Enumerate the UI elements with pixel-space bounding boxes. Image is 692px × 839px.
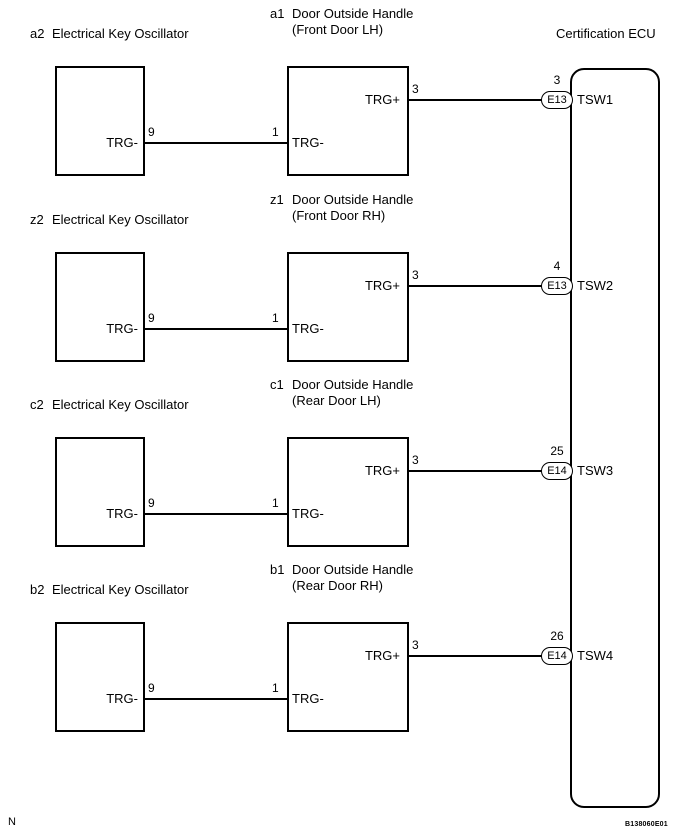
ecu-terminal-label: TSW4 bbox=[577, 648, 614, 663]
oscillator-pin-label: 9 bbox=[148, 311, 155, 325]
handle-name-line2: (Front Door RH) bbox=[292, 208, 386, 223]
handle-out-signal-label: TRG+ bbox=[364, 463, 400, 478]
handle-name bbox=[292, 192, 413, 224]
connector-oval: E14 bbox=[541, 647, 573, 665]
wire-trg-plus bbox=[409, 285, 543, 287]
handle-name-line1: Door Outside Handle bbox=[292, 192, 414, 207]
handle-in-pin-label: 1 bbox=[272, 125, 279, 139]
oscillator-signal-label: TRG- bbox=[106, 691, 138, 706]
handle-label bbox=[270, 562, 413, 594]
handle-in-pin-label: 1 bbox=[272, 311, 279, 325]
oscillator-id: c2 bbox=[30, 397, 44, 412]
oscillator-name: Electrical Key Oscillator bbox=[52, 397, 189, 412]
handle-box bbox=[287, 622, 409, 732]
handle-in-pin-label: 1 bbox=[272, 681, 279, 695]
handle-name-line2: (Rear Door LH) bbox=[292, 393, 381, 408]
handle-label bbox=[270, 6, 413, 38]
handle-id: b1 bbox=[270, 562, 285, 577]
ecu-pin-number-label: 3 bbox=[553, 73, 561, 87]
oscillator-id: z2 bbox=[30, 212, 44, 227]
handle-in-signal-label: TRG- bbox=[292, 691, 324, 706]
handle-id: z1 bbox=[270, 192, 284, 207]
ecu-terminal-label: TSW3 bbox=[577, 463, 614, 478]
handle-box bbox=[287, 66, 409, 176]
handle-box bbox=[287, 437, 409, 547]
oscillator-pin-label: 9 bbox=[148, 496, 155, 510]
handle-name-line1: Door Outside Handle bbox=[292, 377, 414, 392]
oscillator-pin-label: 9 bbox=[148, 125, 155, 139]
handle-in-signal-label: TRG- bbox=[292, 321, 324, 336]
oscillator-name: Electrical Key Oscillator bbox=[52, 582, 189, 597]
connector-oval: E13 bbox=[541, 91, 573, 109]
oscillator-name: Electrical Key Oscillator bbox=[52, 26, 189, 41]
oscillator-id: a2 bbox=[30, 26, 45, 41]
oscillator-box bbox=[55, 252, 145, 362]
handle-out-signal-label: TRG+ bbox=[364, 648, 400, 663]
handle-out-signal-label: TRG+ bbox=[364, 278, 400, 293]
connector-oval: E13 bbox=[541, 277, 573, 295]
figure-code: B138060E01 bbox=[625, 821, 668, 828]
oscillator-label bbox=[30, 397, 189, 413]
handle-name-line2: (Front Door LH) bbox=[292, 22, 384, 37]
handle-out-pin-label: 3 bbox=[412, 638, 419, 652]
wire-trg-plus bbox=[409, 470, 543, 472]
ecu-pin-number-label: 26 bbox=[550, 629, 564, 643]
oscillator-label bbox=[30, 212, 189, 228]
handle-label bbox=[270, 192, 413, 224]
oscillator-pin-label: 9 bbox=[148, 681, 155, 695]
handle-box bbox=[287, 252, 409, 362]
oscillator-label bbox=[30, 582, 189, 598]
diagram-row bbox=[0, 377, 692, 563]
ecu-pin-number-label: 4 bbox=[553, 259, 561, 273]
handle-in-signal-label: TRG- bbox=[292, 506, 324, 521]
handle-out-signal-label: TRG+ bbox=[364, 92, 400, 107]
handle-out-pin-label: 3 bbox=[412, 82, 419, 96]
handle-name-line1: Door Outside Handle bbox=[292, 562, 414, 577]
handle-in-pin-label: 1 bbox=[272, 496, 279, 510]
handle-label bbox=[270, 377, 413, 409]
diagram-row bbox=[0, 6, 692, 192]
ecu-terminal-label: TSW2 bbox=[577, 278, 614, 293]
oscillator-box bbox=[55, 437, 145, 547]
oscillator-signal-label: TRG- bbox=[106, 506, 138, 521]
wire-trg-plus bbox=[409, 655, 543, 657]
ecu-terminal-label: TSW1 bbox=[577, 92, 614, 107]
handle-name-line1: Door Outside Handle bbox=[292, 6, 414, 21]
handle-name-line2: (Rear Door RH) bbox=[292, 578, 384, 593]
handle-id: a1 bbox=[270, 6, 285, 21]
wire-trg-plus bbox=[409, 99, 543, 101]
handle-out-pin-label: 3 bbox=[412, 453, 419, 467]
ecu-pin-number-label: 25 bbox=[550, 444, 564, 458]
certification-ecu-title: Certification ECU bbox=[556, 26, 656, 41]
oscillator-box bbox=[55, 622, 145, 732]
handle-name bbox=[292, 377, 413, 409]
handle-out-pin-label: 3 bbox=[412, 268, 419, 282]
oscillator-id: b2 bbox=[30, 582, 45, 597]
wire-trg-minus bbox=[145, 513, 287, 515]
handle-in-signal-label: TRG- bbox=[292, 135, 324, 150]
wire-trg-minus bbox=[145, 328, 287, 330]
connector-oval: E14 bbox=[541, 462, 573, 480]
wire-trg-minus bbox=[145, 698, 287, 700]
oscillator-signal-label: TRG- bbox=[106, 135, 138, 150]
handle-id: c1 bbox=[270, 377, 284, 392]
diagram-row bbox=[0, 562, 692, 748]
handle-name bbox=[292, 6, 413, 38]
wire-trg-minus bbox=[145, 142, 287, 144]
oscillator-box bbox=[55, 66, 145, 176]
oscillator-label bbox=[30, 26, 189, 42]
oscillator-name: Electrical Key Oscillator bbox=[52, 212, 189, 227]
handle-name bbox=[292, 562, 413, 594]
page-marker-n: N bbox=[8, 816, 16, 828]
oscillator-signal-label: TRG- bbox=[106, 321, 138, 336]
diagram-row bbox=[0, 192, 692, 378]
